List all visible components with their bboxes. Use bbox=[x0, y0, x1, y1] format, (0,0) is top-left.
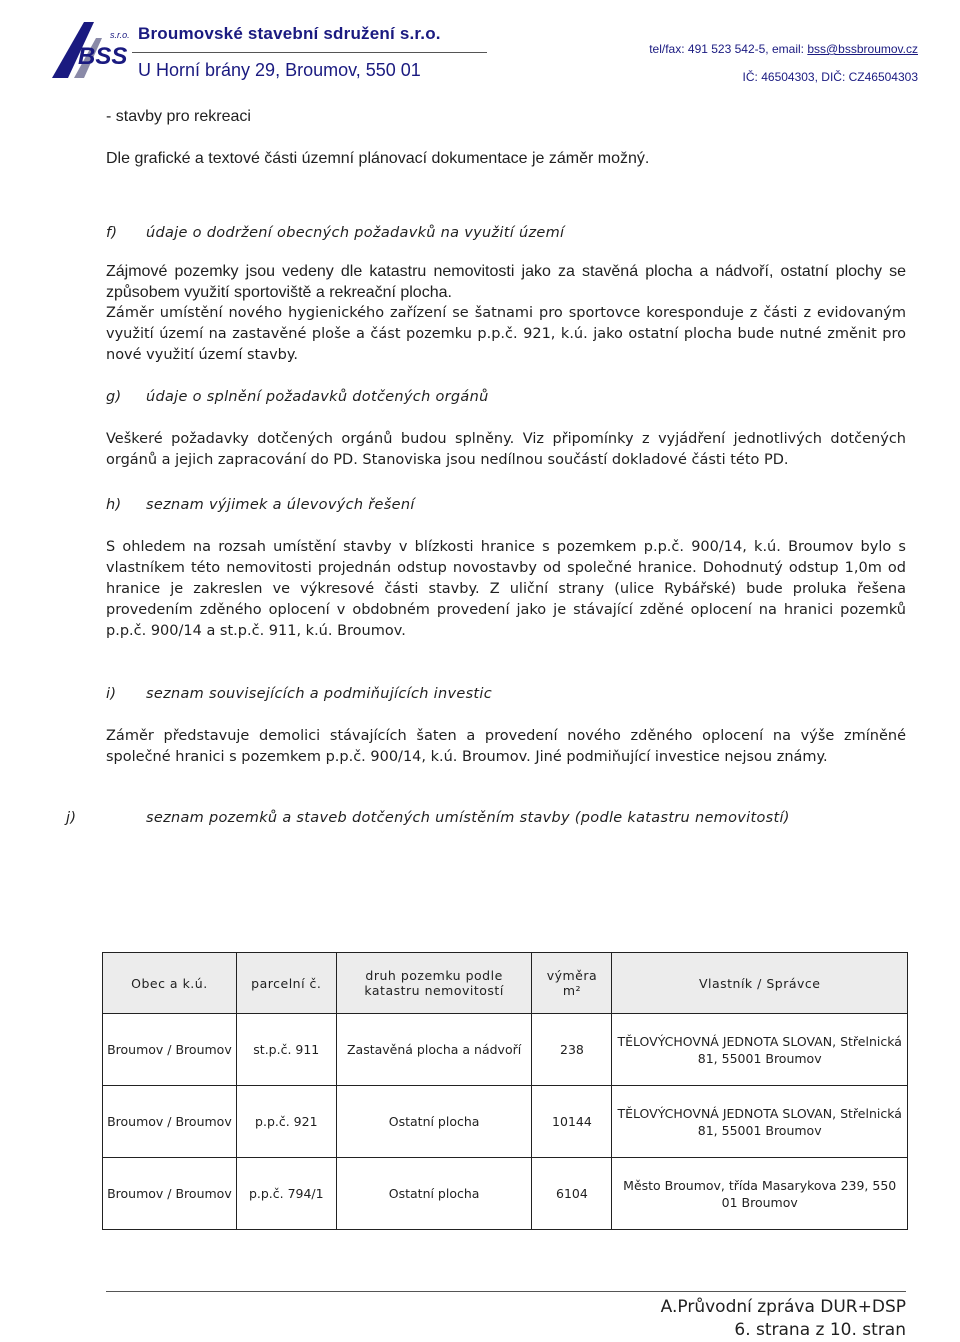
table-row bbox=[103, 1086, 908, 1158]
letterhead bbox=[0, 0, 960, 95]
intro-paragraph: Dle grafické a textové části územní plánovací dokumentace je záměr možný. bbox=[106, 150, 650, 167]
table-header-row bbox=[103, 953, 908, 1014]
table-row bbox=[103, 1014, 908, 1086]
table-row bbox=[103, 1158, 908, 1230]
section-j-title: seznam pozemků a staveb dotčených umístěním stavby (podle katastru nemovitostí) bbox=[146, 810, 790, 826]
section-f-paragraph-1: Zájmové pozemky jsou vedeny dle katastru nemovitosti jako za stavěná plocha a nádvoří, ostatní plochy se způsobem využití sportoviště a rekreační plocha. bbox=[106, 263, 906, 301]
cell-area: 238 bbox=[532, 1014, 612, 1086]
footer-document-title: A.Průvodní zpráva DUR+DSP bbox=[660, 1297, 906, 1317]
cell-owner: Město Broumov, třída Masarykova 239, 550 01 Broumov bbox=[612, 1158, 908, 1230]
section-i-title: seznam souvisejících a podmiňujících investic bbox=[146, 686, 493, 702]
cell-municipality: Broumov / Broumov bbox=[103, 1158, 237, 1230]
contact-email-link[interactable]: bss@bssbroumov.cz bbox=[807, 42, 918, 56]
cell-municipality: Broumov / Broumov bbox=[103, 1014, 237, 1086]
section-f-label: f) bbox=[106, 225, 118, 241]
section-j-label: j) bbox=[66, 810, 77, 826]
section-h-heading bbox=[106, 495, 906, 516]
footer-page-number: 6. strana z 10. stran bbox=[734, 1320, 906, 1340]
footer-divider bbox=[106, 1291, 906, 1292]
document-body bbox=[66, 106, 906, 829]
col-header-land-type: druh pozemku podle katastru nemovitostí bbox=[336, 953, 532, 1014]
cell-land-type: Ostatní plocha bbox=[336, 1086, 532, 1158]
section-f-heading bbox=[106, 223, 906, 244]
cell-area: 10144 bbox=[532, 1086, 612, 1158]
intro-list-item: - stavby pro rekreaci bbox=[106, 108, 251, 125]
page-footer bbox=[661, 1296, 906, 1342]
col-header-owner: Vlastník / Správce bbox=[612, 953, 908, 1014]
logo-sro: s.r.o. bbox=[110, 30, 130, 40]
parcels-table bbox=[102, 952, 908, 1230]
section-f-paragraph-2: Záměr umístění nového hygienického zařízení se šatnami pro sportovce koresponduje z části z evidovaným využití území na zastavěné ploše a část pozemku p.p.č. 921, k.ú. jako ostatní plocha bude nutné změnit pro nové využití území stavby. bbox=[106, 305, 906, 363]
col-header-area: výměra m² bbox=[532, 953, 612, 1014]
cell-land-type: Zastavěná plocha a nádvoří bbox=[336, 1014, 532, 1086]
section-i-label: i) bbox=[106, 686, 117, 702]
cell-area: 6104 bbox=[532, 1158, 612, 1230]
cell-owner: TĚLOVÝCHOVNÁ JEDNOTA SLOVAN, Střelnická 81, 55001 Broumov bbox=[612, 1014, 908, 1086]
section-h-paragraph: S ohledem na rozsah umístění stavby v blízkosti hranice s pozemkem p.p.č. 900/14, k.ú. Broumov bylo s vlastníkem této nemovitosti projednán odstup novostavby od společné hranice. Dohodnutý odstup 1,0m od hranice je zakreslen ve výkresové části stavby. Z uliční strany (ulice Rybářské) bude proluka řešena provedením zděného oplocení v obdobném provedení jako je stávající zděné oplocení na hranici pozemků p.p.č. 900/14 a st.p.č. 911, k.ú. Broumov. bbox=[106, 539, 906, 639]
section-g-title: údaje o splnění požadavků dotčených orgánů bbox=[146, 389, 489, 405]
company-ids: IČ: 46504303, DIČ: CZ46504303 bbox=[742, 70, 918, 84]
section-g-heading bbox=[106, 387, 906, 408]
section-f-title: údaje o dodržení obecných požadavků na využití území bbox=[146, 225, 565, 241]
contact-phone: tel/fax: 491 523 542-5, email: bbox=[649, 42, 808, 56]
logo-lettering: BSS bbox=[78, 43, 128, 70]
contact-info bbox=[649, 42, 918, 56]
cell-owner: TĚLOVÝCHOVNÁ JEDNOTA SLOVAN, Střelnická 81, 55001 Broumov bbox=[612, 1086, 908, 1158]
section-g-paragraph: Veškeré požadavky dotčených orgánů budou splněny. Viz připomínky z vyjádření jednotlivých dotčených orgánů a jejich zapracování do PD. Stanoviska jsou nedílnou součástí dokladové části této PD. bbox=[106, 431, 906, 468]
cell-parcel: p.p.č. 794/1 bbox=[236, 1158, 336, 1230]
cell-parcel: p.p.č. 921 bbox=[236, 1086, 336, 1158]
cell-municipality: Broumov / Broumov bbox=[103, 1086, 237, 1158]
section-i-paragraph: Záměr představuje demolici stávajících šaten a provedení nového zděného oplocení na výše zmíněné společné hranici s pozemkem p.p.č. 900/14, k.ú. Broumov. Jiné podmiňující investice nejsou známy. bbox=[106, 728, 906, 765]
section-h-title: seznam výjimek a úlevových řešení bbox=[146, 497, 415, 513]
section-g-label: g) bbox=[106, 389, 122, 405]
cell-land-type: Ostatní plocha bbox=[336, 1158, 532, 1230]
col-header-municipality: Obec a k.ú. bbox=[103, 953, 237, 1014]
cell-parcel: st.p.č. 911 bbox=[236, 1014, 336, 1086]
section-i-heading bbox=[106, 684, 906, 705]
section-h-label: h) bbox=[106, 497, 122, 513]
col-header-parcel: parcelní č. bbox=[236, 953, 336, 1014]
company-address: U Horní brány 29, Broumov, 550 01 bbox=[138, 60, 421, 80]
section-j-heading bbox=[66, 808, 906, 829]
bss-logo bbox=[48, 20, 138, 80]
header-divider bbox=[132, 52, 487, 53]
company-name: Broumovské stavební sdružení s.r.o. bbox=[138, 24, 441, 43]
